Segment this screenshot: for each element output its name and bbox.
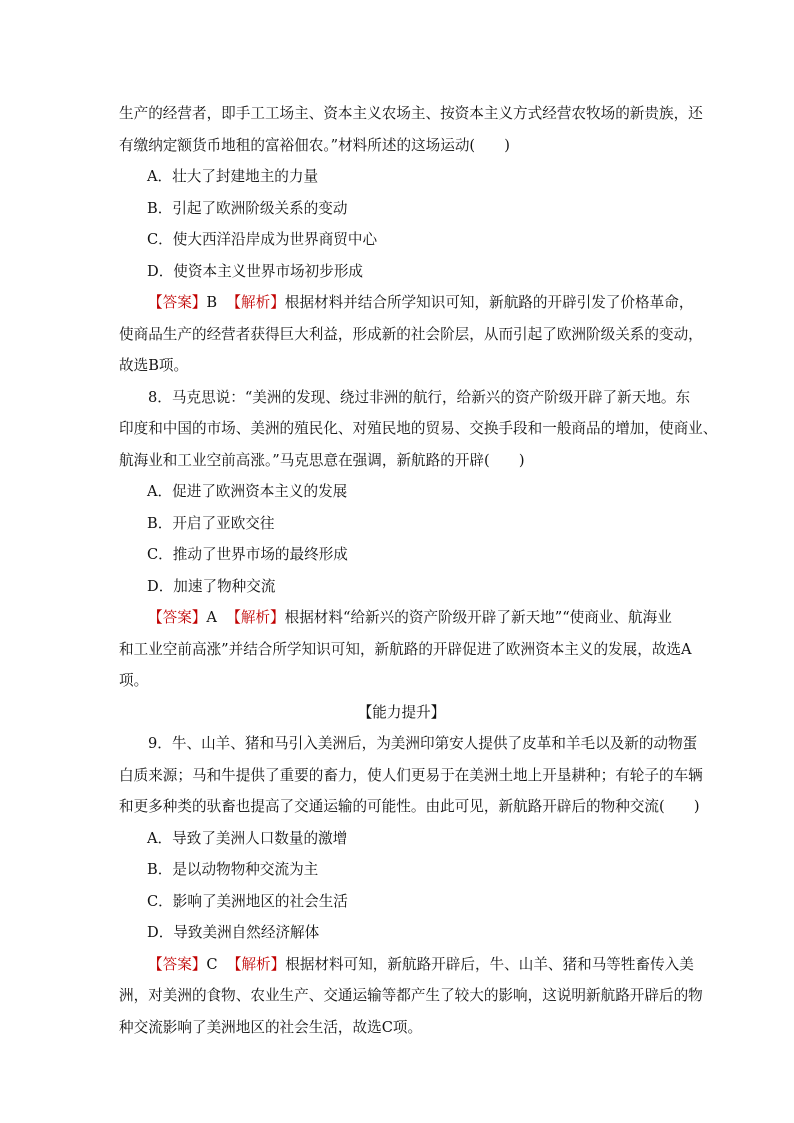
q7-option-c: C．使大西洋沿岸成为世界商贸中心 [147, 231, 378, 248]
q8-option-d: D．加速了物种交流 [147, 577, 276, 595]
analysis-tag: 【解析】 [226, 955, 286, 973]
analysis-tag: 【解析】 [226, 609, 285, 626]
q8-analysis-line: 项。 [119, 672, 149, 689]
q9-analysis-line: 洲，对美洲的食物、农业生产、交通运输等都产生了较大的影响，这说明新航路开辟后的物 [119, 987, 703, 1004]
answer-value: A [206, 609, 217, 626]
q7-stem-line: 生产的经营者，即手工工场主、资本主义农场主、按资本主义方式经营农牧场的新贵族，还 [119, 105, 703, 122]
q9-answer-line [119, 949, 694, 981]
q8-option-c: C．推动了世界市场的最终形成 [147, 546, 348, 563]
answer-value: B [206, 294, 218, 311]
q8-stem-line: 8．马克思说：“美洲的发现、绕过非洲的航行，给新兴的资产阶级开辟了新天地。东 [148, 388, 691, 406]
section-title: 【能力提升】 [357, 703, 446, 721]
q9-option-a: A．导致了美洲人口数量的激增 [147, 829, 348, 847]
answer-tag: 【答案】 [148, 955, 207, 973]
q9-option-d: D．导致美洲自然经济解体 [147, 924, 320, 941]
q8-stem-line: 印度和中国的市场、美洲的殖民化、对殖民地的贸易、交换手段和一般商品的增加，使商业、 [119, 420, 718, 437]
analysis-text: 根据材料并结合所学知识可知，新航路的开辟引发了价格革命， [284, 294, 694, 311]
document-page [119, 98, 718, 1043]
question-7 [119, 98, 703, 382]
q7-analysis-line: 使商品生产的经营者获得巨大利益，形成新的社会阶层，从而引起了欧洲阶级关系的变动， [119, 325, 703, 343]
answer-tag: 【答案】 [148, 609, 207, 626]
q9-stem-line: 和更多种类的驮畜也提高了交通运输的可能性。由此可见，新航路开辟后的物种交流( ) [119, 798, 700, 815]
q7-option-b: B．引起了欧洲阶级关系的变动 [147, 199, 348, 217]
q9-stem-line: 9．牛、山羊、猪和马引入美洲后，为美洲印第安人提供了皮革和羊毛以及新的动物蛋 [148, 735, 698, 752]
analysis-text: 根据材料“给新兴的资产阶级开辟了新天地”“使商业、航海业 [284, 609, 672, 626]
q8-option-a: A．促进了欧洲资本主义的发展 [147, 483, 348, 500]
question-8 [119, 382, 718, 697]
q9-stem-line: 白质来源；马和牛提供了重要的畜力，使人们更易于在美洲土地上开垦耕种；有轮子的车辆 [119, 766, 703, 784]
q9-analysis-line: 种交流影响了美洲地区的社会生活，故选C项。 [119, 1018, 423, 1036]
answer-tag: 【答案】 [148, 294, 207, 311]
q8-stem-line: 航海业和工业空前高涨。”马克思意在强调，新航路的开辟( ) [119, 451, 525, 469]
q7-analysis-line: 故选B项。 [119, 357, 189, 374]
q7-option-d: D．使资本主义世界市场初步形成 [147, 262, 364, 280]
analysis-tag: 【解析】 [226, 294, 285, 311]
q7-answer-line [119, 287, 694, 319]
q9-option-c: C．影响了美洲地区的社会生活 [147, 892, 348, 910]
q8-answer-line [119, 602, 684, 634]
q9-option-b: B．是以动物物种交流为主 [147, 861, 319, 878]
analysis-text: 根据材料可知，新航路开辟后，牛、山羊、猪和马等牲畜传入美 [285, 955, 694, 973]
q8-option-b: B．开启了亚欧交往 [147, 514, 275, 532]
q8-analysis-line: 和工业空前高涨”并结合所学知识可知，新航路的开辟促进了欧洲资本主义的发展，故选A [119, 640, 692, 658]
q7-stem-line: 有缴纳定额货币地租的富裕佃农。”材料所述的这场运动( ) [119, 136, 510, 154]
answer-value: C [206, 955, 218, 973]
question-9 [119, 728, 703, 1043]
q7-option-a: A．壮大了封建地主的力量 [147, 168, 319, 185]
